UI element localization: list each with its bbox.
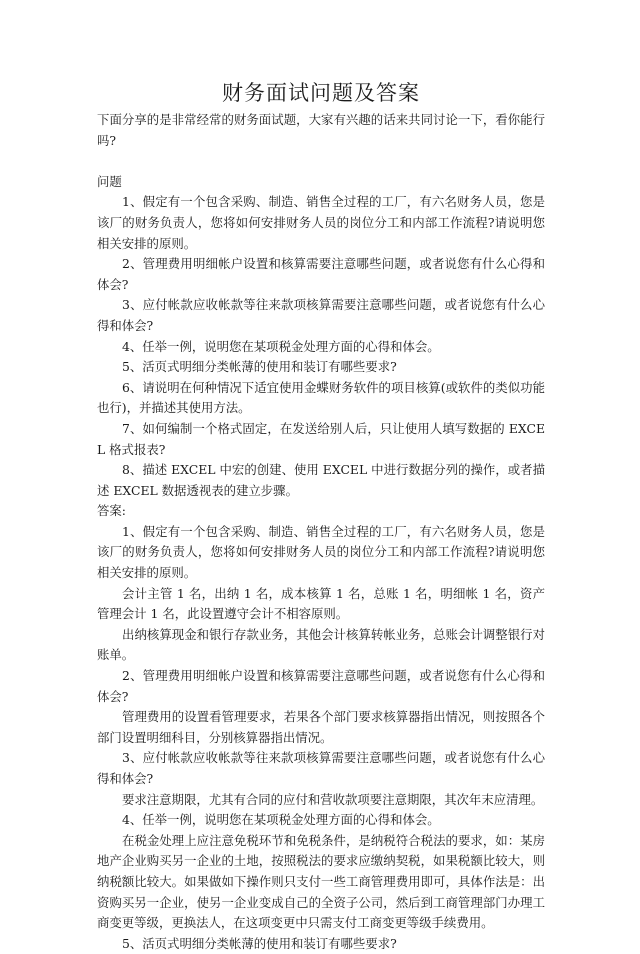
answer-question-5: 5、活页式明细分类帐薄的使用和装订有哪些要求? bbox=[122, 935, 397, 951]
answers-heading: 答案: bbox=[97, 503, 126, 519]
answer-question-3: 3、应付帐款应收帐款等往来款项核算需要注意哪些问题，或者说您有什么心得和体会? bbox=[97, 750, 545, 786]
question-5: 5、活页式明细分类帐薄的使用和装订有哪些要求? bbox=[122, 359, 397, 375]
answer-question-4: 4、任举一例，说明您在某项税金处理方面的心得和体会。 bbox=[122, 812, 440, 828]
answer-paragraph-1a: 会计主管 1 名，出纳 1 名，成本核算 1 名，总账 1 名，明细帐 1 名，资产管理会计 1 名，此设置遵守会计不相容原则。 bbox=[97, 585, 545, 622]
question-3: 3、应付帐款应收帐款等往来款项核算需要注意哪些问题，或者说您有什么心得和体会? bbox=[97, 297, 545, 333]
question-7: 7、如何编制一个格式固定，在发送给别人后，只让使用人填写数据的 EXCEL 格式报表? bbox=[97, 420, 545, 457]
document-page bbox=[97, 78, 545, 954]
document-title: 财务面试问题及答案 bbox=[222, 81, 420, 105]
answer-question-1: 1、假定有一个包含采购、制造、销售全过程的工厂，有六名财务人员，您是该厂的财务负责人，您将如何安排财务人员的岗位分工和内部工作流程?请说明您相关安排的原则。 bbox=[97, 523, 545, 581]
blank-line bbox=[97, 151, 545, 172]
answer-paragraph-4: 在税金处理上应注意免税环节和免税条件，是纳税符合税法的要求，如：某房地产企业购买另一企业的土地，按照税法的要求应缴纳契税，如果税额比较大，则纳税额比较大。如果做如下操作则只支付一些工商管理费用即可，具体作法是：出资购买另一企业，使另一企业变成自己的全资子公司，然后到工商管理部门办理工商变更等级，更换法人，在这项变更中只需支付工商变更等级手续费用。 bbox=[97, 832, 545, 931]
question-8: 8、描述 EXCEL 中宏的创建、使用 EXCEL 中进行数据分列的操作，或者描述 EXCEL 数据透视表的建立步骤。 bbox=[97, 462, 545, 498]
intro-paragraph: 下面分享的是非常经常的财务面试题，大家有兴趣的话来共同讨论一下，看你能行吗? bbox=[97, 112, 545, 148]
answer-paragraph-3: 要求注意期限，尤其有合同的应付和营收款项要注意期限，其次年末应清理。 bbox=[122, 791, 544, 807]
question-4: 4、任举一例，说明您在某项税金处理方面的心得和体会。 bbox=[122, 338, 440, 354]
answer-paragraph-1b: 出纳核算现金和银行存款业务，其他会计核算转帐业务，总账会计调整银行对账单。 bbox=[97, 626, 545, 663]
question-6: 6、请说明在何种情况下适宜使用金蝶财务软件的项目核算(或软件的类似功能也行)，并描述其使用方法。 bbox=[97, 379, 545, 416]
question-2: 2、管理费用明细帐户设置和核算需要注意哪些问题，或者说您有什么心得和体会? bbox=[97, 256, 545, 292]
question-1: 1、假定有一个包含采购、制造、销售全过程的工厂，有六名财务人员，您是该厂的财务负责人，您将如何安排财务人员的岗位分工和内部工作流程?请说明您相关安排的原则。 bbox=[97, 194, 545, 251]
answer-paragraph-2: 管理费用的设置看管理要求，若果各个部门要求核算器指出情况，则按照各个部门设置明细科目，分别核算器指出情况。 bbox=[97, 709, 545, 745]
answer-question-2: 2、管理费用明细帐户设置和核算需要注意哪些问题，或者说您有什么心得和体会? bbox=[97, 668, 545, 704]
questions-heading: 问题 bbox=[97, 173, 122, 189]
